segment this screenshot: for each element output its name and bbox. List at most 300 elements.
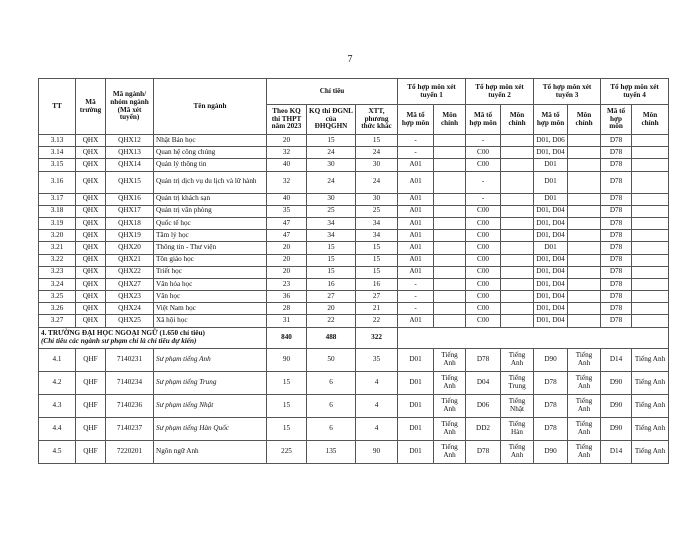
to-hop-2-cell: -	[466, 135, 501, 147]
mon-chinh-2-cell	[501, 217, 534, 229]
to-hop-3-cell: D01, D04	[534, 205, 568, 217]
ma-truong-cell: QHX	[76, 205, 106, 217]
header-ten-nganh: Tên ngành	[154, 79, 267, 135]
ten-nganh-cell: Xã hội học	[154, 315, 267, 327]
thpt-cell: 90	[267, 348, 307, 371]
admission-quota-table	[38, 78, 669, 464]
table-row	[39, 278, 669, 290]
mon-chinh-1-cell	[434, 278, 466, 290]
qhf-rows	[39, 348, 669, 463]
header-ma-to-hop: Mã tổ hợp môn	[398, 105, 434, 135]
mon-chinh-3-cell	[568, 291, 601, 303]
table-row	[39, 171, 669, 193]
ma-truong-cell: QHX	[76, 315, 106, 327]
table-row	[39, 159, 669, 171]
xtt-cell: 4	[356, 394, 398, 417]
dgnl-cell: 34	[307, 230, 356, 242]
tt-cell: 3.20	[39, 230, 76, 242]
to-hop-1-cell: D01	[398, 417, 434, 440]
mon-chinh-4-cell	[632, 278, 669, 290]
ten-nganh-cell: Quản trị khách sạn	[154, 193, 267, 205]
to-hop-3-cell: D01	[534, 193, 568, 205]
mon-chinh-2-cell	[501, 254, 534, 266]
to-hop-2-cell: C00	[466, 217, 501, 229]
mon-chinh-2-cell	[501, 135, 534, 147]
ma-truong-cell: QHF	[76, 371, 106, 394]
section-title: 4. TRƯỜNG ĐẠI HỌC NGOẠI NGỮ (1.650 chỉ tiêu)	[41, 328, 205, 337]
tt-cell: 3.18	[39, 205, 76, 217]
tt-cell: 3.13	[39, 135, 76, 147]
ma-nganh-cell: QHX21	[106, 254, 154, 266]
to-hop-4-cell: D78	[601, 159, 632, 171]
mon-chinh-3-cell	[568, 159, 601, 171]
to-hop-2-cell: D06	[466, 394, 501, 417]
to-hop-4-cell: D78	[601, 135, 632, 147]
tt-cell: 3.17	[39, 193, 76, 205]
mon-chinh-4-cell	[632, 205, 669, 217]
ten-nganh-cell: Sư phạm tiếng Hàn Quốc	[154, 417, 267, 440]
to-hop-2-cell: C00	[466, 278, 501, 290]
to-hop-1-cell: D01	[398, 394, 434, 417]
thpt-cell: 47	[267, 217, 307, 229]
dgnl-cell: 30	[307, 159, 356, 171]
page-number: 7	[347, 54, 353, 65]
mon-chinh-1-cell: Tiếng Anh	[434, 394, 466, 417]
to-hop-4-cell: D78	[601, 242, 632, 254]
ma-truong-cell: QHX	[76, 242, 106, 254]
mon-chinh-3-cell	[568, 303, 601, 315]
mon-chinh-1-cell	[434, 193, 466, 205]
to-hop-4-cell: D78	[601, 266, 632, 278]
mon-chinh-1-cell	[434, 291, 466, 303]
mon-chinh-3-cell	[568, 217, 601, 229]
ten-nganh-cell: Nhật Bản học	[154, 135, 267, 147]
mon-chinh-2-cell	[501, 315, 534, 327]
ma-nganh-cell: QHX25	[106, 315, 154, 327]
mon-chinh-4-cell	[632, 171, 669, 193]
mon-chinh-4-cell: Tiếng Anh	[632, 348, 669, 371]
thpt-cell: 20	[267, 135, 307, 147]
ten-nganh-cell: Văn hóa học	[154, 278, 267, 290]
ma-truong-cell: QHX	[76, 303, 106, 315]
tt-cell: 3.15	[39, 159, 76, 171]
thpt-cell: 20	[267, 254, 307, 266]
header-to-hop-3: Tổ hợp môn xét tuyển 3	[534, 79, 601, 105]
dgnl-cell: 15	[307, 254, 356, 266]
header-to-hop-2: Tổ hợp môn xét tuyển 2	[466, 79, 534, 105]
mon-chinh-2-cell: Tiếng Trung	[501, 371, 534, 394]
ma-nganh-cell: QHX15	[106, 171, 154, 193]
mon-chinh-2-cell	[501, 147, 534, 159]
thpt-cell: 20	[267, 266, 307, 278]
dgnl-cell: 20	[307, 303, 356, 315]
mon-chinh-3-cell: Tiếng Anh	[568, 348, 601, 371]
ten-nganh-cell: Sư phạm tiếng Anh	[154, 348, 267, 371]
mon-chinh-1-cell	[434, 315, 466, 327]
tt-cell: 4.4	[39, 417, 76, 440]
section-4	[39, 327, 669, 348]
mon-chinh-2-cell	[501, 205, 534, 217]
ten-nganh-cell: Ngôn ngữ Anh	[154, 440, 267, 463]
ma-nganh-cell: QHX16	[106, 193, 154, 205]
ten-nganh-cell: Quản trị văn phòng	[154, 205, 267, 217]
ten-nganh-cell: Thông tin - Thư viện	[154, 242, 267, 254]
mon-chinh-2-cell	[501, 291, 534, 303]
mon-chinh-4-cell	[632, 147, 669, 159]
header-row-1	[39, 79, 669, 105]
dgnl-cell: 15	[307, 242, 356, 254]
mon-chinh-1-cell	[434, 135, 466, 147]
to-hop-4-cell: D78	[601, 147, 632, 159]
section-dgnl-total: 488	[307, 327, 356, 348]
to-hop-4-cell: D90	[601, 371, 632, 394]
mon-chinh-4-cell	[632, 303, 669, 315]
ma-truong-cell: QHX	[76, 159, 106, 171]
ten-nganh-cell: Quản trị dịch vụ du lịch và lữ hành	[154, 171, 267, 193]
to-hop-4-cell: D90	[601, 417, 632, 440]
qhx-rows	[39, 135, 669, 328]
table-row	[39, 394, 669, 417]
ma-truong-cell: QHX	[76, 291, 106, 303]
ma-nganh-cell: 7140237	[106, 417, 154, 440]
mon-chinh-2-cell	[501, 242, 534, 254]
ten-nganh-cell: Tôn giáo học	[154, 254, 267, 266]
header-xtt: XTT, phương thức khác	[356, 105, 398, 135]
to-hop-1-cell: A01	[398, 254, 434, 266]
to-hop-2-cell: -	[466, 193, 501, 205]
mon-chinh-3-cell	[568, 254, 601, 266]
ma-truong-cell: QHX	[76, 278, 106, 290]
xtt-cell: 22	[356, 315, 398, 327]
section-xtt-total: 322	[356, 327, 398, 348]
to-hop-2-cell: C00	[466, 230, 501, 242]
to-hop-4-cell: D78	[601, 291, 632, 303]
to-hop-1-cell: A01	[398, 193, 434, 205]
ma-nganh-cell: QHX19	[106, 230, 154, 242]
ma-truong-cell: QHF	[76, 394, 106, 417]
mon-chinh-4-cell	[632, 217, 669, 229]
section-empty-cell	[398, 327, 669, 348]
to-hop-2-cell: C00	[466, 303, 501, 315]
ten-nganh-cell: Triết học	[154, 266, 267, 278]
ten-nganh-cell: Văn học	[154, 291, 267, 303]
ma-truong-cell: QHF	[76, 348, 106, 371]
ma-truong-cell: QHX	[76, 217, 106, 229]
ten-nganh-cell: Quan hệ công chúng	[154, 147, 267, 159]
mon-chinh-1-cell: Tiếng Anh	[434, 371, 466, 394]
to-hop-2-cell: C00	[466, 315, 501, 327]
ten-nganh-cell: Quản lý thông tin	[154, 159, 267, 171]
ma-truong-cell: QHX	[76, 254, 106, 266]
header-mon-chinh: Môn chính	[632, 105, 669, 135]
to-hop-2-cell: D04	[466, 371, 501, 394]
to-hop-3-cell: D90	[534, 440, 568, 463]
thpt-cell: 40	[267, 159, 307, 171]
thpt-cell: 35	[267, 205, 307, 217]
xtt-cell: 30	[356, 193, 398, 205]
tt-cell: 3.21	[39, 242, 76, 254]
to-hop-1-cell: -	[398, 291, 434, 303]
table-row	[39, 242, 669, 254]
mon-chinh-2-cell	[501, 230, 534, 242]
mon-chinh-1-cell	[434, 303, 466, 315]
tt-cell: 4.5	[39, 440, 76, 463]
ma-nganh-cell: QHX23	[106, 291, 154, 303]
to-hop-3-cell: D01, D04	[534, 230, 568, 242]
mon-chinh-4-cell	[632, 254, 669, 266]
ma-nganh-cell: 7220201	[106, 440, 154, 463]
to-hop-1-cell: A01	[398, 230, 434, 242]
to-hop-2-cell: C00	[466, 242, 501, 254]
to-hop-2-cell: D78	[466, 348, 501, 371]
xtt-cell: 30	[356, 159, 398, 171]
ten-nganh-cell: Quốc tế học	[154, 217, 267, 229]
to-hop-3-cell: D78	[534, 394, 568, 417]
header-mon-chinh: Môn chính	[434, 105, 466, 135]
mon-chinh-4-cell: Tiếng Anh	[632, 394, 669, 417]
to-hop-4-cell: D78	[601, 205, 632, 217]
to-hop-2-cell: C00	[466, 205, 501, 217]
ma-truong-cell: QHX	[76, 266, 106, 278]
xtt-cell: 15	[356, 242, 398, 254]
mon-chinh-4-cell: Tiếng Anh	[632, 440, 669, 463]
xtt-cell: 34	[356, 230, 398, 242]
mon-chinh-3-cell	[568, 205, 601, 217]
mon-chinh-2-cell	[501, 303, 534, 315]
tt-cell: 3.16	[39, 171, 76, 193]
xtt-cell: 15	[356, 135, 398, 147]
mon-chinh-4-cell	[632, 159, 669, 171]
to-hop-3-cell: D01	[534, 242, 568, 254]
header-to-hop-1: Tổ hợp môn xét tuyển 1	[398, 79, 466, 105]
ma-nganh-cell: QHX27	[106, 278, 154, 290]
ma-truong-cell: QHF	[76, 417, 106, 440]
to-hop-1-cell: A01	[398, 217, 434, 229]
mon-chinh-2-cell	[501, 278, 534, 290]
mon-chinh-1-cell	[434, 266, 466, 278]
dgnl-cell: 135	[307, 440, 356, 463]
dgnl-cell: 24	[307, 147, 356, 159]
ma-truong-cell: QHX	[76, 171, 106, 193]
ten-nganh-cell: Sư phạm tiếng Nhật	[154, 394, 267, 417]
mon-chinh-4-cell	[632, 315, 669, 327]
mon-chinh-3-cell	[568, 193, 601, 205]
xtt-cell: 90	[356, 440, 398, 463]
thpt-cell: 47	[267, 230, 307, 242]
to-hop-3-cell: D90	[534, 348, 568, 371]
dgnl-cell: 25	[307, 205, 356, 217]
table-row	[39, 147, 669, 159]
xtt-cell: 4	[356, 417, 398, 440]
header-ma-to-hop: Mã tổ hợp môn	[534, 105, 568, 135]
mon-chinh-4-cell	[632, 242, 669, 254]
thpt-cell: 20	[267, 242, 307, 254]
dgnl-cell: 6	[307, 394, 356, 417]
to-hop-1-cell: A01	[398, 205, 434, 217]
section-note: (Chỉ tiêu các ngành sư phạm chỉ là chỉ tiêu dự kiến)	[41, 336, 197, 345]
mon-chinh-3-cell	[568, 230, 601, 242]
thpt-cell: 31	[267, 315, 307, 327]
header-ma-to-hop: Mã tổ hợp môn	[466, 105, 501, 135]
ma-nganh-cell: QHX22	[106, 266, 154, 278]
ten-nganh-cell: Sư phạm tiếng Trung	[154, 371, 267, 394]
header-to-hop-4: Tổ hợp môn xét tuyển 4	[601, 79, 669, 105]
mon-chinh-1-cell	[434, 205, 466, 217]
mon-chinh-3-cell: Tiếng Anh	[568, 394, 601, 417]
header-chi-tieu: Chỉ tiêu	[267, 79, 398, 105]
mon-chinh-1-cell: Tiếng Anh	[434, 348, 466, 371]
mon-chinh-2-cell	[501, 266, 534, 278]
header-ma-to-hop: Mã tổ hợp môn	[601, 105, 632, 135]
mon-chinh-3-cell	[568, 278, 601, 290]
header-mon-chinh: Môn chính	[568, 105, 601, 135]
table-row	[39, 266, 669, 278]
mon-chinh-3-cell	[568, 147, 601, 159]
ma-nganh-cell: QHX17	[106, 205, 154, 217]
mon-chinh-2-cell: Tiếng Hàn	[501, 417, 534, 440]
header-ma-nganh: Mã ngành/ nhóm ngành (Mã xét tuyển)	[106, 79, 154, 135]
ma-truong-cell: QHX	[76, 193, 106, 205]
mon-chinh-4-cell	[632, 291, 669, 303]
table-row	[39, 193, 669, 205]
header-ma-truong: Mã trường	[76, 79, 106, 135]
mon-chinh-3-cell	[568, 135, 601, 147]
header-theo-kq-thpt: Theo KQ thi THPT năm 2023	[267, 105, 307, 135]
mon-chinh-2-cell	[501, 159, 534, 171]
mon-chinh-4-cell	[632, 266, 669, 278]
to-hop-3-cell: D01, D04	[534, 266, 568, 278]
ma-nganh-cell: QHX14	[106, 159, 154, 171]
tt-cell: 3.23	[39, 266, 76, 278]
tt-cell: 3.25	[39, 291, 76, 303]
mon-chinh-1-cell: Tiếng Anh	[434, 417, 466, 440]
dgnl-cell: 22	[307, 315, 356, 327]
table-row	[39, 371, 669, 394]
to-hop-4-cell: D78	[601, 303, 632, 315]
mon-chinh-2-cell: Tiếng Anh	[501, 348, 534, 371]
mon-chinh-1-cell	[434, 217, 466, 229]
mon-chinh-1-cell	[434, 254, 466, 266]
header-tt: TT	[39, 79, 76, 135]
to-hop-4-cell: D78	[601, 171, 632, 193]
thpt-cell: 40	[267, 193, 307, 205]
thpt-cell: 28	[267, 303, 307, 315]
mon-chinh-4-cell	[632, 230, 669, 242]
tt-cell: 3.27	[39, 315, 76, 327]
mon-chinh-3-cell: Tiếng Anh	[568, 440, 601, 463]
mon-chinh-1-cell	[434, 242, 466, 254]
section-title-cell	[39, 327, 267, 348]
xtt-cell: 4	[356, 371, 398, 394]
thpt-cell: 15	[267, 371, 307, 394]
to-hop-4-cell: D78	[601, 217, 632, 229]
ten-nganh-cell: Việt Nam học	[154, 303, 267, 315]
mon-chinh-3-cell	[568, 315, 601, 327]
to-hop-3-cell: D01, D04	[534, 147, 568, 159]
to-hop-2-cell: DD2	[466, 417, 501, 440]
mon-chinh-1-cell	[434, 147, 466, 159]
xtt-cell: 24	[356, 171, 398, 193]
mon-chinh-2-cell	[501, 171, 534, 193]
to-hop-4-cell: D90	[601, 394, 632, 417]
to-hop-3-cell: D78	[534, 371, 568, 394]
tt-cell: 3.26	[39, 303, 76, 315]
xtt-cell: 34	[356, 217, 398, 229]
to-hop-1-cell: D01	[398, 348, 434, 371]
dgnl-cell: 6	[307, 417, 356, 440]
to-hop-4-cell: D78	[601, 193, 632, 205]
table-row	[39, 291, 669, 303]
table-row	[39, 217, 669, 229]
tt-cell: 4.2	[39, 371, 76, 394]
section-header-row	[39, 327, 669, 348]
thpt-cell: 225	[267, 440, 307, 463]
table-row	[39, 315, 669, 327]
mon-chinh-3-cell	[568, 242, 601, 254]
mon-chinh-4-cell: Tiếng Anh	[632, 417, 669, 440]
mon-chinh-4-cell	[632, 193, 669, 205]
ma-nganh-cell: QHX12	[106, 135, 154, 147]
thpt-cell: 15	[267, 417, 307, 440]
table-row	[39, 417, 669, 440]
ma-nganh-cell: QHX13	[106, 147, 154, 159]
to-hop-4-cell: D78	[601, 315, 632, 327]
to-hop-3-cell: D78	[534, 417, 568, 440]
mon-chinh-2-cell: Tiếng Anh	[501, 440, 534, 463]
mon-chinh-3-cell: Tiếng Anh	[568, 371, 601, 394]
mon-chinh-3-cell	[568, 266, 601, 278]
table-row	[39, 230, 669, 242]
to-hop-1-cell: -	[398, 135, 434, 147]
dgnl-cell: 6	[307, 371, 356, 394]
xtt-cell: 24	[356, 147, 398, 159]
table-row	[39, 205, 669, 217]
to-hop-3-cell: D01, D06	[534, 135, 568, 147]
table-row	[39, 348, 669, 371]
ma-truong-cell: QHX	[76, 135, 106, 147]
tt-cell: 4.1	[39, 348, 76, 371]
ma-truong-cell: QHX	[76, 230, 106, 242]
to-hop-2-cell: -	[466, 171, 501, 193]
to-hop-1-cell: D01	[398, 440, 434, 463]
thpt-cell: 32	[267, 171, 307, 193]
thpt-cell: 23	[267, 278, 307, 290]
dgnl-cell: 30	[307, 193, 356, 205]
to-hop-4-cell: D78	[601, 278, 632, 290]
to-hop-2-cell: C00	[466, 254, 501, 266]
dgnl-cell: 34	[307, 217, 356, 229]
to-hop-1-cell: -	[398, 278, 434, 290]
to-hop-2-cell: D78	[466, 440, 501, 463]
dgnl-cell: 50	[307, 348, 356, 371]
table-row	[39, 135, 669, 147]
mon-chinh-3-cell: Tiếng Anh	[568, 417, 601, 440]
mon-chinh-3-cell	[568, 171, 601, 193]
to-hop-2-cell: C00	[466, 147, 501, 159]
to-hop-4-cell: D78	[601, 254, 632, 266]
tt-cell: 3.24	[39, 278, 76, 290]
tt-cell: 3.14	[39, 147, 76, 159]
to-hop-3-cell: D01, D04	[534, 254, 568, 266]
ma-nganh-cell: QHX20	[106, 242, 154, 254]
to-hop-1-cell: A01	[398, 242, 434, 254]
to-hop-3-cell: D01, D04	[534, 303, 568, 315]
to-hop-1-cell: D01	[398, 371, 434, 394]
to-hop-3-cell: D01, D04	[534, 217, 568, 229]
thpt-cell: 36	[267, 291, 307, 303]
to-hop-1-cell: A01	[398, 315, 434, 327]
xtt-cell: 35	[356, 348, 398, 371]
